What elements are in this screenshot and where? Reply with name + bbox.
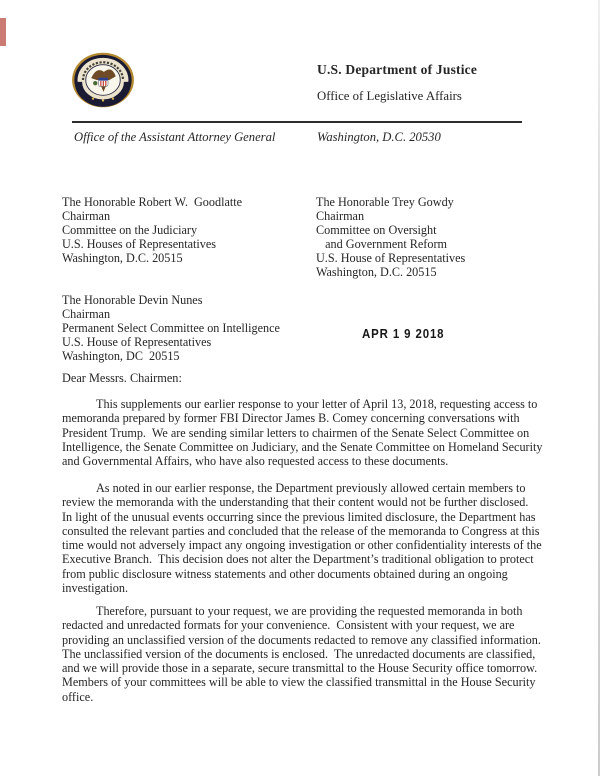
recipient-block-goodlatte bbox=[62, 196, 242, 266]
address-line: Washington, D.C. 20515 bbox=[62, 250, 183, 265]
letterhead-location: Washington, D.C. 20530 bbox=[317, 130, 441, 144]
letterhead-office: Office of Legislative Affairs bbox=[317, 89, 462, 103]
address-line: Committee on the Judiciary bbox=[62, 222, 198, 237]
address-line: Chairman bbox=[62, 208, 111, 223]
address-line: Permanent Select Committee on Intelligence bbox=[62, 320, 280, 335]
address-line: U.S. Houses of Representatives bbox=[62, 236, 217, 251]
body-paragraph-3: Therefore, pursuant to your request, we are providing the requested memoranda in both redacted and unredacted formats for your convenience. Consistent with your request, we are providing an unclassified version of the documents redacted to remove any classified information. The unclassified version of the documents is enclosed. The unredacted documents are classified, and we will provide those in a separate, secure transmittal to the House Security office tomorrow. Members of your committees will be able to view the classified transmittal in the House Security office. bbox=[62, 604, 547, 704]
address-line: The Honorable Trey Gowdy bbox=[316, 195, 454, 209]
address-line: The Honorable Devin Nunes bbox=[62, 293, 203, 307]
date-received-stamp: APR 1 9 2018 bbox=[362, 326, 445, 341]
address-line: Chairman bbox=[316, 208, 365, 223]
letterhead-rule bbox=[72, 121, 522, 123]
salutation: Dear Messrs. Chairmen: bbox=[62, 371, 182, 385]
recipient-block-gowdy bbox=[316, 196, 465, 279]
address-line: and Government Reform bbox=[316, 236, 447, 251]
letterhead-agency: U.S. Department of Justice bbox=[317, 62, 478, 77]
address-line: U.S. House of Representatives bbox=[316, 250, 466, 265]
address-line: Washington, DC 20515 bbox=[62, 348, 180, 363]
recipient-block-nunes bbox=[62, 294, 280, 364]
address-line: Committee on Oversight bbox=[316, 222, 437, 237]
body-paragraph-2: As noted in our earlier response, the Department previously allowed certain members to review the memoranda with the understanding that their content would not be further disclosed. In light of the unusual events occurring since the previous limited disclosure, the Department has consulted the relevant parties and concluded that the release of the memoranda to Congress at this time would not adversely impact any ongoing investigation or other confidentiality interests of the Executive Branch. This decision does not alter the Department’s traditional obligation to protect from public disclosure witness statements and other documents obtained during an ongoing investigation. bbox=[62, 481, 545, 596]
address-line: The Honorable Robert W. Goodlatte bbox=[62, 195, 243, 209]
doj-seal-icon bbox=[68, 50, 138, 110]
body-paragraph-1: This supplements our earlier response to your letter of April 13, 2018, requesting access to memoranda prepared by former FBI Director James B. Comey concerning conversations with President Trump. We are sending similar letters to chairmen of the Senate Select Committee on Intelligence, the Senate Committee on Judiciary, and the Senate Committee on Homeland Security and Governmental Affairs, who have also requested access to these documents. bbox=[62, 397, 546, 469]
red-scan-artifact bbox=[0, 18, 6, 46]
address-line: U.S. House of Representatives bbox=[62, 334, 212, 349]
address-line: Washington, D.C. 20515 bbox=[316, 264, 437, 279]
letterhead-division: Office of the Assistant Attorney General bbox=[74, 130, 276, 144]
address-line: Chairman bbox=[62, 306, 111, 321]
